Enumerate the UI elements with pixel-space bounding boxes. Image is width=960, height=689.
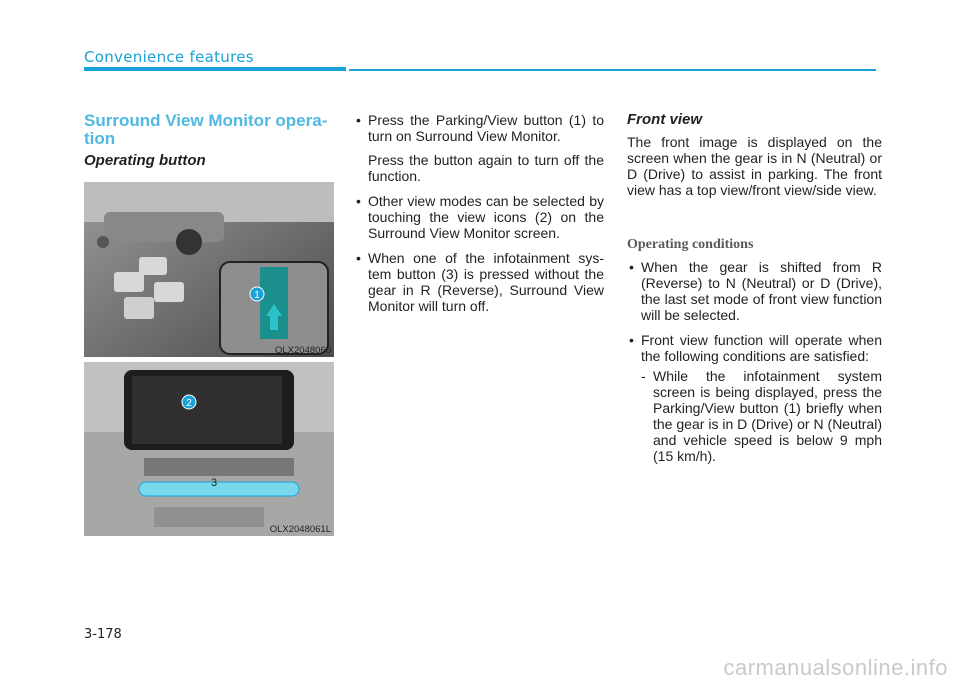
sub-list-item: - While the infotainment system screen is being displayed, press the Parking/View button (1) briefly when the gear is in D (Drive) or N (Neutral) and vehicle speed is below 9 mph (15 km/h). bbox=[641, 368, 882, 464]
callout-2: 2 bbox=[186, 398, 192, 409]
subsection-title: Operating button bbox=[84, 152, 206, 169]
header-rule bbox=[349, 69, 876, 71]
list-item: • Front view function will operate when the following conditions are satisfied: - While the infotainment system screen is being displayed, press the Parking/View button (1) briefly when the gear is in D (Drive) or N (Neutral) and vehicle speed is below 9 mph (15 km/h). bbox=[627, 332, 882, 464]
list-item-continuation: Press the button again to turn off the function. bbox=[368, 152, 604, 184]
front-view-paragraph: The front image is displayed on the screen when the gear is in N (Neutral) or D (Drive) to assist in parking. The front view has a top view/front view/side view. bbox=[627, 134, 882, 198]
list-item: • Press the Parking/View button (1) to turn on Surround View Monitor. Press the button again to turn off the function. bbox=[354, 112, 604, 184]
dashboard-photo bbox=[84, 362, 334, 536]
callout-3: 3 bbox=[210, 477, 218, 489]
header-rule-accent bbox=[84, 67, 346, 71]
instructions-list bbox=[354, 112, 604, 323]
section-header: Convenience features bbox=[84, 48, 254, 66]
conditions-list bbox=[627, 259, 882, 473]
console-photo bbox=[84, 182, 334, 357]
front-view-title: Front view bbox=[627, 111, 703, 128]
section-title: Surround View Monitor opera- tion bbox=[84, 111, 328, 148]
page-number: 3-178 bbox=[84, 627, 122, 642]
list-item: • When one of the infotainment sys- tem button (3) is pressed without the gear in R (Reverse), Surround View Monitor will turn off. bbox=[354, 250, 604, 314]
callout-1: 1 bbox=[254, 290, 260, 301]
photo-caption: OLX2048060 bbox=[275, 345, 331, 356]
watermark: carmanualsonline.info bbox=[723, 655, 948, 680]
list-item: • When the gear is shifted from R (Reverse) to N (Neutral) or D (Drive), the last set mode of front view function will be selected. bbox=[627, 259, 882, 323]
list-item: • Other view modes can be selected by touching the view icons (2) on the Surround View Monitor screen. bbox=[354, 193, 604, 241]
operating-conditions-heading: Operating conditions bbox=[627, 237, 754, 252]
photo-caption: OLX2048061L bbox=[269, 524, 331, 535]
